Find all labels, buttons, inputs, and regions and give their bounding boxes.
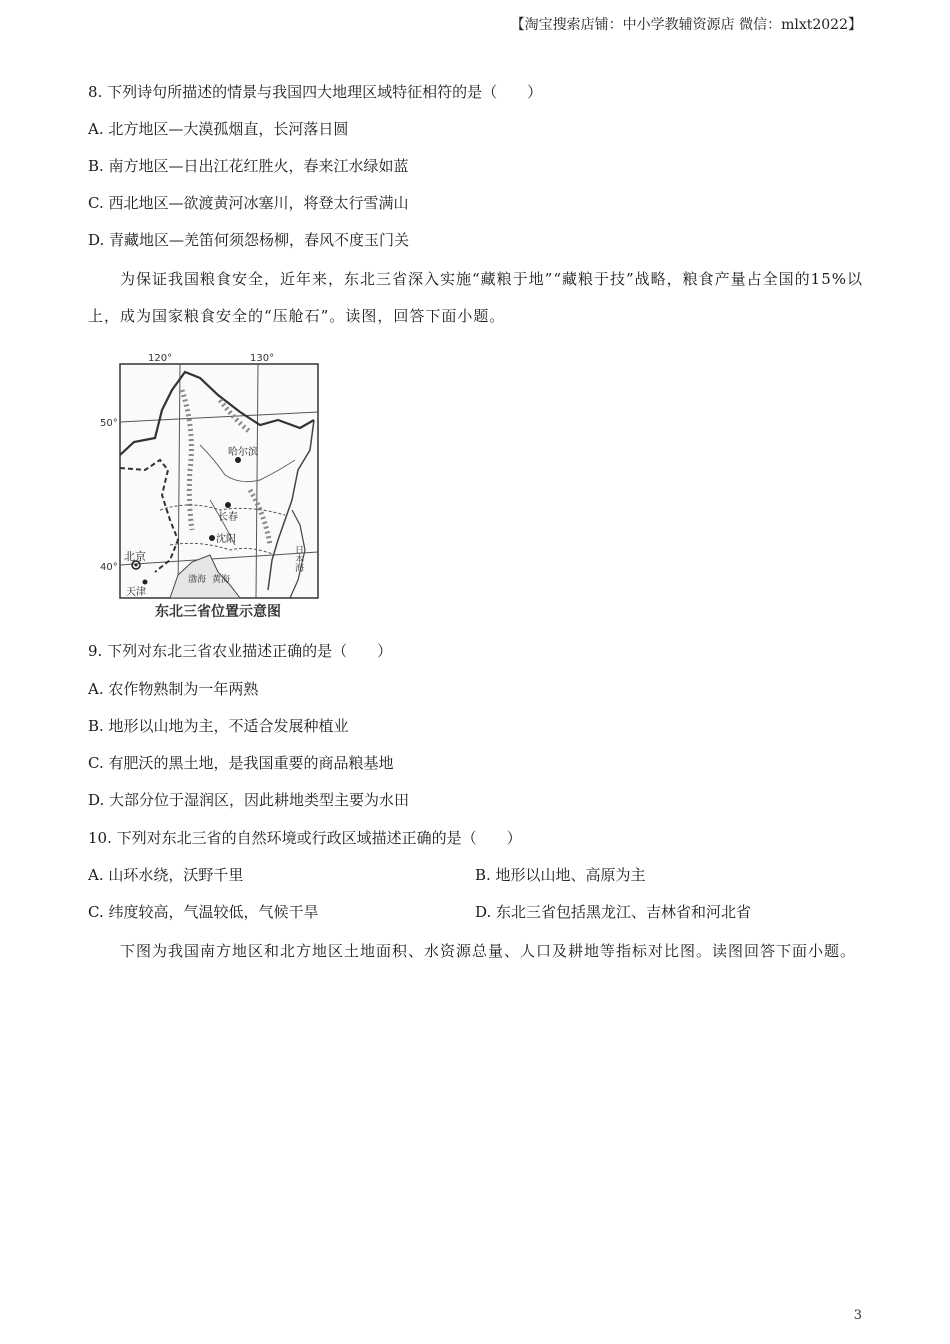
q9-stem: 9. 下列对东北三省农业描述正确的是（ ）	[88, 642, 393, 660]
label-shenyang: 沈阳	[216, 534, 236, 545]
q10-stem: 10. 下列对东北三省的自然环境或行政区域描述正确的是（ ）	[88, 829, 522, 847]
lat-label-40: 40°	[100, 562, 118, 573]
q8-stem: 8. 下列诗句所描述的情景与我国四大地理区域特征相符的是（ ）	[88, 83, 543, 101]
label-harbin: 哈尔滨	[228, 447, 258, 458]
q8-option-c: C. 西北地区—欲渡黄河冰塞川，将登太行雪满山	[88, 194, 409, 212]
q9-option-b: B. 地形以山地为主，不适合发展种植业	[88, 717, 349, 735]
intro-paragraph-1: 为保证我国粮食安全，近年来，东北三省深入实施“藏粮于地”“藏粮于技”战略，粮食产量占全国的15%以上，成为国家粮食安全的“压舱石”。读图，回答下面小题。	[88, 270, 864, 325]
intro-paragraph-2: 下图为我国南方地区和北方地区土地面积、水资源总量、人口及耕地等指标对比图。读图回答下面小题。	[120, 942, 857, 960]
lon-label-130: 130°	[250, 353, 275, 364]
label-beijing: 北京	[124, 550, 146, 563]
q10-option-b: B. 地形以山地、高原为主	[475, 866, 646, 884]
q8-option-d: D. 青藏地区—羌笛何须怨杨柳，春风不度玉门关	[88, 231, 410, 249]
northeast-map	[100, 350, 330, 624]
northeast-map-figure	[100, 350, 330, 624]
label-sea-of-japan: 日本海	[293, 545, 303, 572]
q8-option-b: B. 南方地区—日出江花红胜火，春来江水绿如蓝	[88, 157, 409, 175]
label-tianjin: 天津	[126, 587, 146, 598]
lat-label-50: 50°	[100, 418, 118, 429]
page-header: 【淘宝搜索店铺：中小学教辅资源店 微信：mlxt2022】	[510, 17, 862, 33]
tianjin-marker	[143, 580, 148, 585]
label-bohai: 渤海	[188, 575, 207, 585]
q10-option-c: C. 纬度较高，气温较低，气候干旱	[88, 903, 319, 921]
q9-option-d: D. 大部分位于湿润区，因此耕地类型主要为水田	[88, 791, 410, 809]
shenyang-marker	[209, 535, 215, 541]
page-number: 3	[853, 1308, 862, 1323]
lon-label-120: 120°	[148, 353, 173, 364]
label-changchun: 长春	[218, 512, 238, 523]
map-caption: 东北三省位置示意图	[155, 604, 281, 620]
label-huanghai: 黄海	[212, 575, 231, 585]
q9-option-a: A. 农作物熟制为一年两熟	[88, 680, 259, 698]
q9-option-c: C. 有肥沃的黑土地，是我国重要的商品粮基地	[88, 754, 394, 772]
q10-option-d: D. 东北三省包括黑龙江、吉林省和河北省	[475, 903, 752, 921]
q8-option-a: A. 北方地区—大漠孤烟直，长河落日圆	[88, 120, 349, 138]
changchun-marker	[225, 502, 231, 508]
q10-option-a: A. 山环水绕，沃野千里	[88, 866, 244, 884]
